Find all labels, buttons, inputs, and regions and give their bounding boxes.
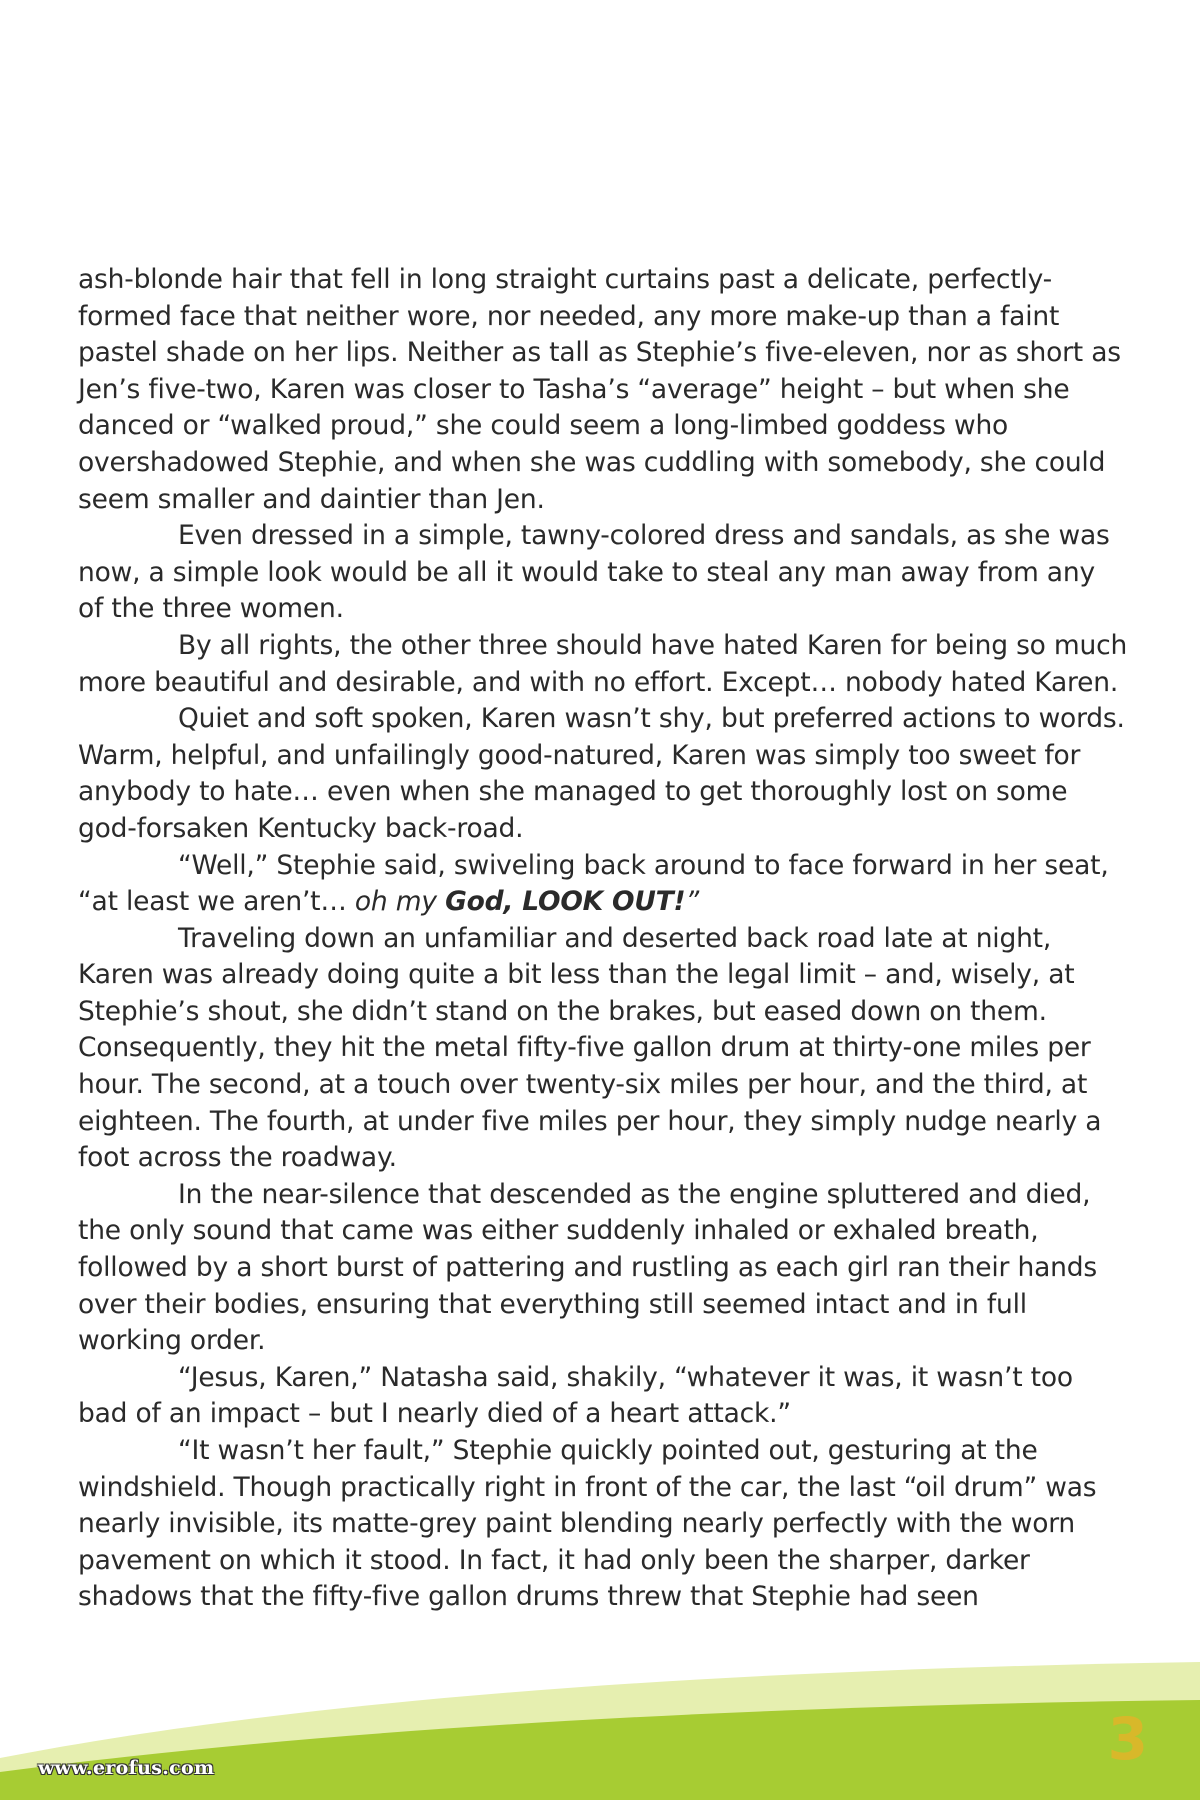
paragraph-6: Traveling down an unfamiliar and deserted back road late at night, Karen was already doing quite a bit less than the legal limit – and, wisely, at Stephie’s shout, she didn’t stand on the brakes, but eased down on them. Consequently, they hit the metal fifty-five gallon drum at thirty-one miles per hour. The second, at a touch over twenty-six miles per hour, and the third, at eighteen. The fourth, at under five miles per hour, they simply nudge nearly a foot across the roadway. bbox=[78, 922, 1102, 1174]
paragraph-7: In the near-silence that descended as the engine spluttered and died, the only sound that came was either suddenly inhaled or exhaled breath, followed by a short burst of pattering and rustling as each girl ran their hands over their bodies, ensuring that everything still seemed intact and in full working order. bbox=[78, 1178, 1097, 1357]
paragraph-5-text: “Well,” Stephie said, swiveling back around to face forward in her seat, “at least we aren’t… bbox=[78, 849, 1109, 918]
paragraph-9: “It wasn’t her fault,” Stephie quickly pointed out, gesturing at the windshield. Though practically right in front of the car, the last “oil drum” was nearly invisible, its matte-grey paint blending nearly perfectly with the worn pavement on which it stood. In fact, it had only been the sharper, darker shadows that the fifty-five gallon drums threw that Stephie had seen bbox=[78, 1435, 1097, 1613]
page-number: 3 bbox=[1107, 1705, 1148, 1773]
paragraph-5-italic: oh my bbox=[354, 886, 446, 918]
paragraph-1: ash-blonde hair that fell in long straight curtains past a delicate, perfectly-formed face that neither wore, nor needed, any more make-up than a faint pastel shade on her lips. Neither as tall as Stephie’s five-eleven, nor as short as Jen’s five-two, Karen was closer to Tasha’s “average” height – but when she danced or “walked proud,” she could seem a long-limbed goddess who overshadowed Stephie, and when she was cuddling with somebody, she could seem smaller and daintier than Jen. bbox=[78, 264, 1121, 515]
paragraph-4: Quiet and soft spoken, Karen wasn’t shy, but preferred actions to words. Warm, helpful, and unfailingly good-natured, Karen was simply too sweet for anybody to hate… even when she managed to get thoroughly lost on some god-forsaken Kentucky back-road. bbox=[78, 703, 1125, 844]
paragraph-8: “Jesus, Karen,” Natasha said, shakily, “whatever it was, it wasn’t too bad of an impact – but I nearly died of a heart attack.” bbox=[78, 1361, 1073, 1430]
page-body bbox=[78, 262, 1128, 1616]
watermark: www.erofus.com bbox=[38, 1757, 215, 1779]
paragraph-5 bbox=[78, 848, 1128, 921]
paragraph-2: Even dressed in a simple, tawny-colored dress and sandals, as she was now, a simple look would be all it would take to steal any man away from any of the three women. bbox=[78, 520, 1110, 625]
paragraph-5-close-quote: ” bbox=[685, 886, 699, 918]
paragraph-5-bold: God, LOOK OUT! bbox=[445, 886, 686, 918]
paragraph-3: By all rights, the other three should have hated Karen for being so much more beautiful and desirable, and with no effort. Except… nobody hated Karen. bbox=[78, 629, 1128, 698]
